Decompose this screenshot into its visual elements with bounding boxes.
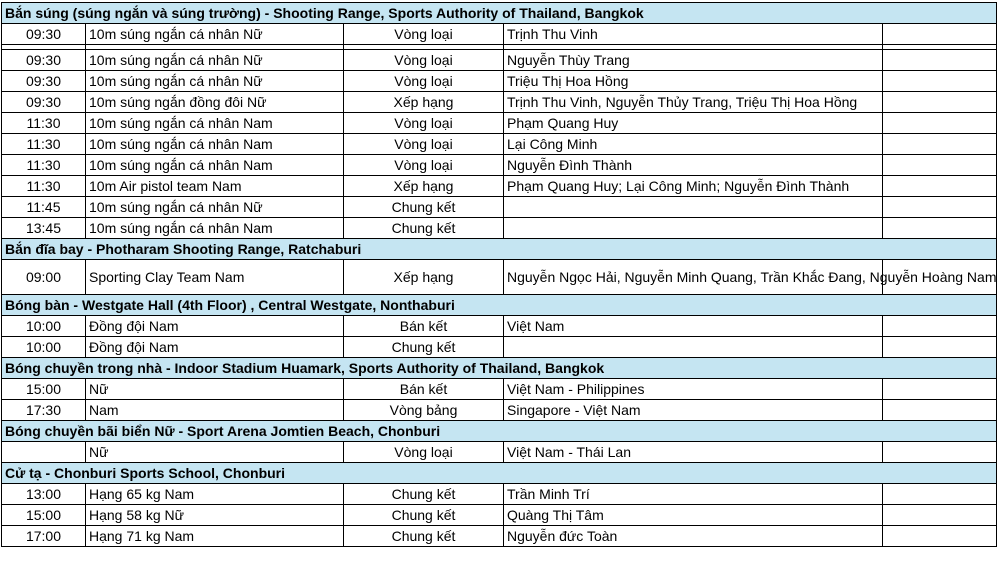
section-title: Bóng chuyền trong nhà - Indoor Stadium Huamark, Sports Authority of Thailand, Bangkok <box>2 358 997 379</box>
athletes-cell <box>504 218 883 239</box>
event-cell: 10m súng ngắn cá nhân Nam <box>86 113 344 134</box>
round-cell: Chung kết <box>344 484 504 505</box>
time-cell: 09:00 <box>2 260 86 295</box>
table-row <box>2 113 997 134</box>
empty-cell <box>883 134 997 155</box>
section-header <box>2 421 997 442</box>
section-title: Bóng chuyền bãi biển Nữ - Sport Arena Jomtien Beach, Chonburi <box>2 421 997 442</box>
section-title: Cử tạ - Chonburi Sports School, Chonburi <box>2 463 997 484</box>
table-row <box>2 218 997 239</box>
section-header <box>2 3 997 24</box>
event-cell: Sporting Clay Team Nam <box>86 260 344 295</box>
empty-cell <box>883 400 997 421</box>
athletes-cell: Trịnh Thu Vinh, Nguyễn Thủy Trang, Triệu Thị Hoa Hồng <box>504 92 883 113</box>
time-cell: 09:30 <box>2 50 86 71</box>
athletes-cell <box>504 197 883 218</box>
empty-cell <box>883 113 997 134</box>
table-row <box>2 134 997 155</box>
event-cell: 10m Air pistol team Nam <box>86 176 344 197</box>
empty-cell <box>883 442 997 463</box>
table-row <box>2 197 997 218</box>
table-row <box>2 400 997 421</box>
event-cell: 10m súng ngắn đồng đôi Nữ <box>86 92 344 113</box>
empty-cell <box>883 505 997 526</box>
table-row <box>2 442 997 463</box>
section-title: Bắn đĩa bay - Photharam Shooting Range, Ratchaburi <box>2 239 997 260</box>
event-cell: Hạng 71 kg Nam <box>86 526 344 547</box>
round-cell: Vòng loại <box>344 24 504 45</box>
athletes-cell: Nguyễn đức Toàn <box>504 526 883 547</box>
athletes-cell: Việt Nam - Philippines <box>504 379 883 400</box>
empty-cell <box>883 176 997 197</box>
round-cell: Vòng loại <box>344 50 504 71</box>
event-cell: 10m súng ngắn cá nhân Nữ <box>86 197 344 218</box>
time-cell: 11:30 <box>2 134 86 155</box>
time-cell: 09:30 <box>2 71 86 92</box>
empty-cell <box>883 379 997 400</box>
round-cell: Chung kết <box>344 505 504 526</box>
table-row <box>2 505 997 526</box>
empty-cell <box>883 316 997 337</box>
section-title: Bóng bàn - Westgate Hall (4th Floor) , Central Westgate, Nonthaburi <box>2 295 997 316</box>
section-header <box>2 463 997 484</box>
section-header <box>2 295 997 316</box>
round-cell: Vòng bảng <box>344 400 504 421</box>
time-cell: 11:45 <box>2 197 86 218</box>
athletes-cell: Nguyễn Thùy Trang <box>504 50 883 71</box>
round-cell: Xếp hạng <box>344 92 504 113</box>
athletes-cell: Singapore - Việt Nam <box>504 400 883 421</box>
time-cell: 13:45 <box>2 218 86 239</box>
event-cell: 10m súng ngắn cá nhân Nữ <box>86 71 344 92</box>
table-row <box>2 92 997 113</box>
table-row <box>2 176 997 197</box>
empty-cell <box>883 71 997 92</box>
round-cell: Chung kết <box>344 218 504 239</box>
round-cell: Vòng loại <box>344 71 504 92</box>
time-cell: 13:00 <box>2 484 86 505</box>
round-cell: Bán kết <box>344 379 504 400</box>
round-cell: Chung kết <box>344 197 504 218</box>
event-cell: 10m súng ngắn cá nhân Nam <box>86 134 344 155</box>
event-cell: 10m súng ngắn cá nhân Nam <box>86 218 344 239</box>
round-cell: Chung kết <box>344 526 504 547</box>
round-cell: Xếp hạng <box>344 176 504 197</box>
section-header <box>2 358 997 379</box>
empty-cell <box>883 526 997 547</box>
time-cell: 17:30 <box>2 400 86 421</box>
time-cell: 17:00 <box>2 526 86 547</box>
athletes-cell: Trịnh Thu Vinh <box>504 24 883 45</box>
athletes-cell: Phạm Quang Huy; Lại Công Minh; Nguyễn Đình Thành <box>504 176 883 197</box>
athletes-cell: Việt Nam - Thái Lan <box>504 442 883 463</box>
event-cell: Hạng 65 kg Nam <box>86 484 344 505</box>
time-cell: 11:30 <box>2 176 86 197</box>
round-cell: Bán kết <box>344 316 504 337</box>
athletes-cell: Việt Nam <box>504 316 883 337</box>
athletes-cell: Quàng Thị Tâm <box>504 505 883 526</box>
empty-cell <box>883 337 997 358</box>
empty-cell <box>883 197 997 218</box>
round-cell: Vòng loại <box>344 134 504 155</box>
empty-cell <box>883 24 997 45</box>
event-cell: 10m súng ngắn cá nhân Nữ <box>86 50 344 71</box>
table-row <box>2 379 997 400</box>
event-cell: Đồng đội Nam <box>86 316 344 337</box>
time-cell: 10:00 <box>2 316 86 337</box>
event-cell: Nữ <box>86 442 344 463</box>
table-row <box>2 316 997 337</box>
time-cell: 09:30 <box>2 92 86 113</box>
table-row <box>2 50 997 71</box>
event-cell: Hạng 58 kg Nữ <box>86 505 344 526</box>
round-cell: Xếp hạng <box>344 260 504 295</box>
athletes-cell: Trần Minh Trí <box>504 484 883 505</box>
table-row <box>2 526 997 547</box>
athletes-cell: Nguyễn Ngọc Hải, Nguyễn Minh Quang, Trần Khắc Đang, Nguyễn Hoàng Nam <box>504 260 883 295</box>
empty-cell <box>883 155 997 176</box>
table-row <box>2 337 997 358</box>
event-cell: Đồng đội Nam <box>86 337 344 358</box>
athletes-cell: Phạm Quang Huy <box>504 113 883 134</box>
table-row <box>2 24 997 45</box>
table-row <box>2 155 997 176</box>
round-cell: Vòng loại <box>344 155 504 176</box>
schedule-body <box>2 3 997 547</box>
time-cell: 09:30 <box>2 24 86 45</box>
empty-cell <box>883 484 997 505</box>
table-row <box>2 484 997 505</box>
athletes-cell: Nguyễn Đình Thành <box>504 155 883 176</box>
time-cell: 15:00 <box>2 379 86 400</box>
empty-cell <box>883 50 997 71</box>
time-cell: 11:30 <box>2 155 86 176</box>
athletes-cell: Triệu Thị Hoa Hồng <box>504 71 883 92</box>
event-cell: 10m súng ngắn cá nhân Nam <box>86 155 344 176</box>
time-cell: 11:30 <box>2 113 86 134</box>
time-cell <box>2 442 86 463</box>
athletes-cell <box>504 337 883 358</box>
round-cell: Vòng loại <box>344 113 504 134</box>
empty-cell <box>883 218 997 239</box>
table-row <box>2 71 997 92</box>
schedule-table <box>1 2 997 547</box>
event-cell: Nữ <box>86 379 344 400</box>
empty-cell <box>883 92 997 113</box>
round-cell: Vòng loại <box>344 442 504 463</box>
section-header <box>2 239 997 260</box>
event-cell: Nam <box>86 400 344 421</box>
event-cell: 10m súng ngắn cá nhân Nữ <box>86 24 344 45</box>
athletes-cell: Lại Công Minh <box>504 134 883 155</box>
time-cell: 10:00 <box>2 337 86 358</box>
section-title: Bắn súng (súng ngắn và súng trường) - Shooting Range, Sports Authority of Thailand, Bangkok <box>2 3 997 24</box>
table-row <box>2 260 997 295</box>
round-cell: Chung kết <box>344 337 504 358</box>
time-cell: 15:00 <box>2 505 86 526</box>
